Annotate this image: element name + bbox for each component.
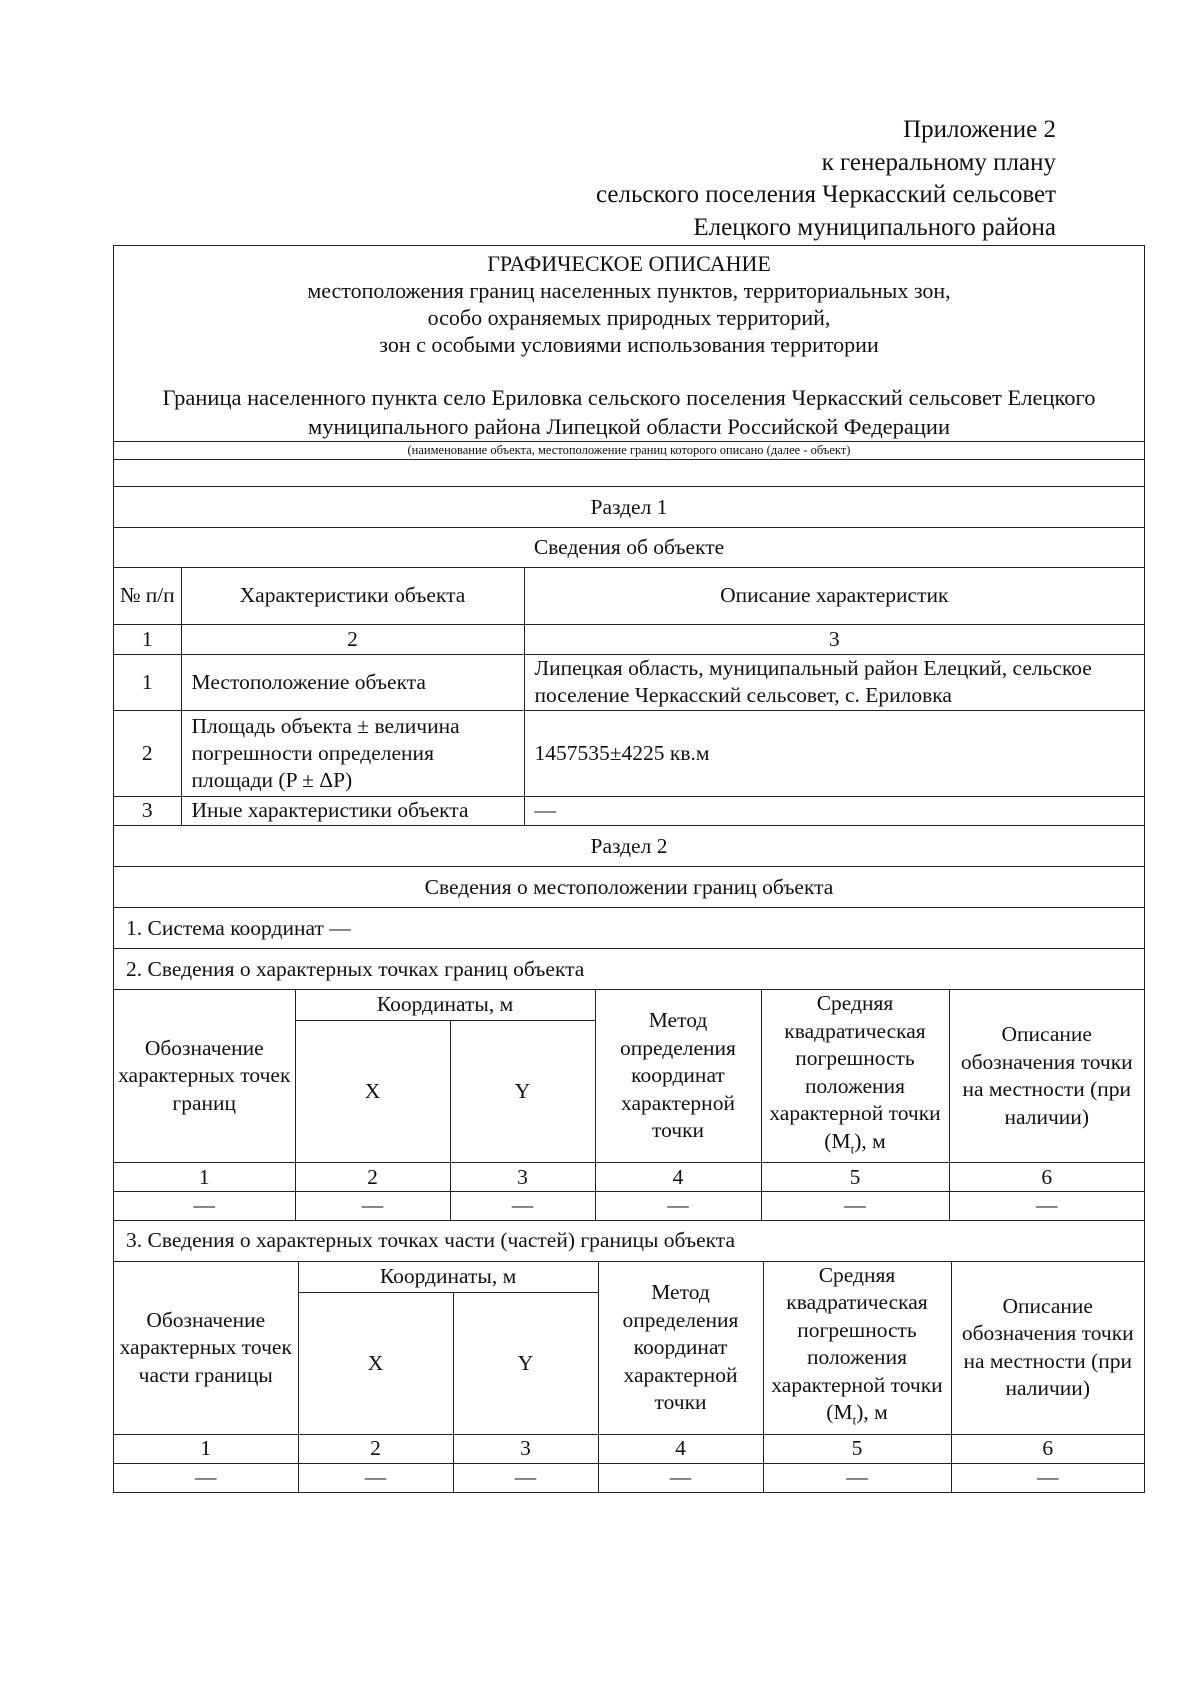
header-error-text: Средняя квадратическая погрешность положения характерной точки (M	[771, 1262, 943, 1425]
empty-cell: —	[598, 1464, 763, 1492]
col-number: 3	[450, 1163, 595, 1192]
title-line: местоположения границ населенных пунктов, территориальных зон,	[307, 278, 951, 303]
header-error-sub: t	[852, 1412, 857, 1428]
header-error	[763, 1262, 951, 1435]
table-row	[114, 1464, 1144, 1492]
header-error-unit: ), м	[854, 1128, 886, 1153]
row-characteristic: Местоположение объекта	[181, 654, 524, 710]
row-description: —	[524, 796, 1144, 825]
header-coordinates: Координаты, м	[298, 1262, 598, 1292]
empty-cell: —	[114, 1464, 298, 1492]
object-name-line: муниципального района Липецкой области Российской Федерации	[307, 414, 951, 439]
parts-title: 3. Сведения о характерных точках части (частей) границы объекта	[114, 1221, 1144, 1262]
row-number: 2	[114, 710, 181, 796]
section2-label: Раздел 2	[114, 826, 1144, 867]
header-method: Метод определения координат характерной точки	[598, 1262, 763, 1435]
header-designation: Обозначение характерных точек части границы	[114, 1262, 298, 1435]
empty-cell: —	[114, 1192, 295, 1220]
row-number: 3	[114, 796, 181, 825]
spacer-row	[114, 460, 1144, 487]
points-table-wrap	[114, 990, 1144, 1221]
col-number: 1	[114, 624, 181, 654]
table-row	[114, 654, 1144, 710]
header-coordinates: Координаты, м	[295, 990, 595, 1020]
appendix-line: сельского поселения Черкасский сельсовет	[595, 181, 1056, 208]
col-header-number: № п/п	[114, 568, 181, 624]
part-boundary-points-table	[114, 1262, 1144, 1492]
table-row	[114, 1192, 1144, 1220]
header-x: X	[298, 1292, 453, 1434]
header-error-unit: ), м	[856, 1400, 888, 1425]
table-row	[114, 710, 1144, 796]
col-number: 5	[761, 1163, 949, 1192]
appendix-line: к генеральному плану	[821, 148, 1056, 176]
row-characteristic: Площадь объекта ± величина погрешности определения площади (P ± ΔP)	[181, 710, 524, 796]
boundary-points-table	[114, 990, 1144, 1220]
col-number: 2	[298, 1435, 453, 1464]
empty-cell: —	[450, 1192, 595, 1220]
col-number: 5	[763, 1435, 951, 1464]
object-caption: (наименование объекта, местоположение границ которого описано (далее - объект)	[114, 442, 1144, 460]
section2-title: Сведения о местоположении границ объекта	[114, 867, 1144, 908]
col-number: 2	[295, 1163, 450, 1192]
header-error-sub: t	[850, 1140, 855, 1156]
row-number: 1	[114, 654, 181, 710]
empty-cell: —	[295, 1192, 450, 1220]
object-name-line: Граница населенного пункта село Ериловка сельского поселения Черкасский сельсовет Елецкого	[162, 385, 1096, 410]
title-line: особо охраняемых природных территорий,	[427, 305, 831, 330]
empty-cell: —	[949, 1192, 1144, 1220]
col-number: 1	[114, 1435, 298, 1464]
appendix-line: Елецкого муниципального района	[693, 213, 1056, 241]
section1-title: Сведения об объекте	[114, 528, 1144, 568]
header-y: Y	[453, 1292, 598, 1434]
empty-cell: —	[453, 1464, 598, 1492]
col-number: 6	[949, 1163, 1144, 1192]
row-description: Липецкая область, муниципальный район Елецкий, сельское поселение Черкасский сельсовет, с. Ериловка	[524, 654, 1144, 710]
col-number: 1	[114, 1163, 295, 1192]
document-title: ГРАФИЧЕСКОЕ ОПИСАНИЕ	[487, 251, 771, 276]
section1-label: Раздел 1	[114, 487, 1144, 528]
appendix-line: Приложение 2	[903, 116, 1056, 143]
header-y: Y	[450, 1020, 595, 1162]
header-x: X	[295, 1020, 450, 1162]
object-info-table	[114, 568, 1144, 825]
header-error-text: Средняя квадратическая погрешность положения характерной точки (M	[769, 991, 941, 1153]
col-number: 6	[951, 1435, 1144, 1464]
col-number: 4	[598, 1435, 763, 1464]
col-number: 3	[453, 1435, 598, 1464]
coordinate-system: 1. Система координат —	[114, 908, 1144, 949]
title-line: зон с особыми условиями использования территории	[379, 332, 879, 357]
appendix-header	[596, 114, 1056, 244]
empty-cell: —	[298, 1464, 453, 1492]
title-block	[114, 246, 1144, 442]
col-header-characteristics: Характеристики объекта	[181, 568, 524, 624]
header-designation: Обозначение характерных точек границ	[114, 990, 295, 1163]
empty-cell: —	[951, 1464, 1144, 1492]
object-info-table-wrap	[114, 568, 1144, 826]
col-number: 2	[181, 624, 524, 654]
col-number: 4	[595, 1163, 761, 1192]
empty-cell: —	[761, 1192, 949, 1220]
table-row	[114, 796, 1144, 825]
col-number: 3	[524, 624, 1144, 654]
empty-cell: —	[595, 1192, 761, 1220]
header-method: Метод определения координат характерной точки	[595, 990, 761, 1163]
col-header-description: Описание характеристик	[524, 568, 1144, 624]
graphic-description-form	[113, 245, 1145, 1493]
points-title: 2. Сведения о характерных точках границ объекта	[114, 949, 1144, 990]
header-description: Описание обозначения точки на местности (при наличии)	[951, 1262, 1144, 1435]
header-description: Описание обозначения точки на местности (при наличии)	[949, 990, 1144, 1163]
row-description: 1457535±4225 кв.м	[524, 710, 1144, 796]
empty-cell: —	[763, 1464, 951, 1492]
row-characteristic: Иные характеристики объекта	[181, 796, 524, 825]
parts-table-wrap	[114, 1262, 1144, 1492]
header-error	[761, 990, 949, 1163]
